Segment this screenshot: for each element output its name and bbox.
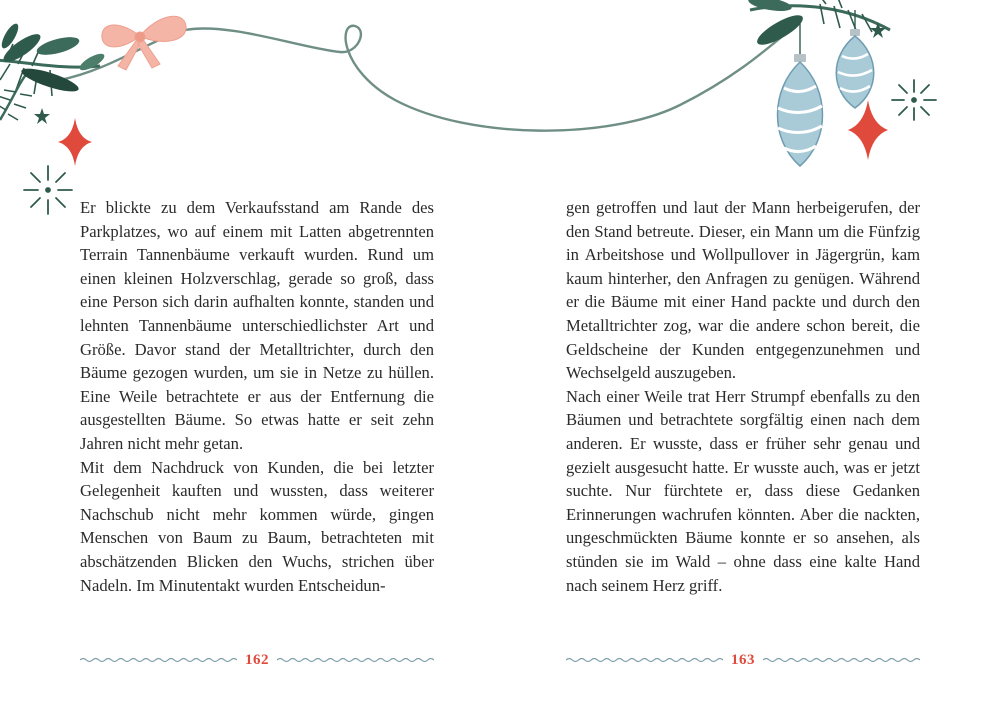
left-page-footer [80, 648, 434, 672]
christmas-ornament-icon [778, 20, 823, 166]
right-page-footer [566, 648, 920, 672]
star-sparkle-right-icon [848, 100, 888, 160]
wave-divider-icon [566, 656, 723, 664]
page-number: 163 [731, 651, 755, 668]
right-page-text [566, 196, 920, 597]
wave-divider-icon [277, 656, 434, 664]
christmas-garland-illustration [0, 0, 1000, 215]
left-paragraph-2: Mit dem Nachdruck von Kunden, die bei letzter Gelegenheit kauften und wussten, dass weiterer Nachschub nicht mehr kommen würde, gingen Menschen von Baum zu Baum, betrachteten mit abschätzenden Blicken den Wuchs, strichen über Nadeln. Im Minutentakt wurden Entscheidun- [80, 457, 434, 595]
page-number: 162 [245, 651, 269, 668]
wave-divider-icon [80, 656, 237, 664]
wave-divider-icon [763, 656, 920, 664]
firework-sparkle-right-icon [892, 80, 936, 120]
pine-branch-right-icon [747, 0, 890, 50]
right-paragraph-1: gen getroffen und laut der Mann herbeigerufen, der den Stand betreute. Dieser, ein Mann um die Fünfzig in Arbeitshose und Wollpullover in Jägergrün, kam kaum hinterher, den Anfragen zu genügen. Während er die Bäume mit einer Hand packte und durch den Metalltrichter zog, war die andere schon bereit, die Geldscheine der Kunden entgegenzunehmen und Wechselgeld auszugeben. [566, 198, 920, 383]
pine-branch-left-icon [0, 21, 107, 124]
right-paragraph-2: Nach einer Weile trat Herr Strumpf ebenfalls zu den Bäumen und betrachtete sorgfältig einen nach dem anderen. Er wusste, dass er früher sehr genau und gezielt ausgesucht hatte. Er wusste auch, was er jetzt suchte. Nur fürchtete er, dass diese Gedanken Erinnerungen wachrufen könnten. Aber die nackten, ungeschmückten Bäume konnte er so ansehen, als stünden sie im Wald – ohne dass eine kalte Hand nach seinem Herz griff. [566, 386, 920, 595]
left-page-text [80, 196, 434, 597]
firework-sparkle-icon [24, 166, 72, 214]
left-paragraph-1: Er blickte zu dem Verkaufsstand am Rande des Parkplatzes, wo auf einem mit Latten abgetrennten Terrain Tannenbäume verkauft wurden. Rund um einen kleinen Holzverschlag, gerade so groß, dass eine Person sich darin aufhalten konnte, standen und lehnten Tannenbäume unterschiedlichster Art und Größe. Davor stand der Metalltrichter, durch den Bäume gezogen wurden, um sie in Netze zu hüllen. Eine Weile betrachtete er aus der Entfernung die ausgestellten Bäume. So etwas hatte er seit zehn Jahren nicht mehr getan. [80, 198, 434, 453]
star-sparkle-icon [58, 118, 92, 166]
